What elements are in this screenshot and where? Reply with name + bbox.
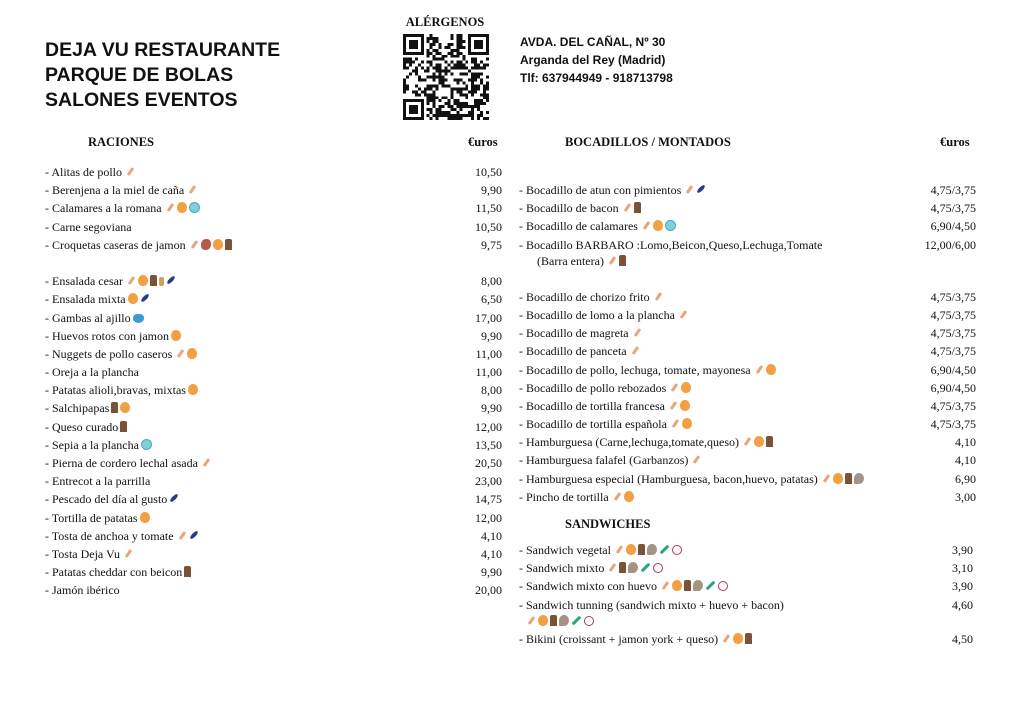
item-price: 4,75/3,75 — [930, 307, 976, 322]
milk-allergen-icon — [150, 275, 157, 286]
address-phone: Tlf: 637944949 - 918713798 — [520, 71, 673, 85]
gluten-allergen-icon — [755, 364, 763, 373]
item-price: 10,50 — [475, 219, 502, 234]
menu-item — [45, 581, 502, 599]
item-price: 9,90 — [481, 401, 502, 416]
menu-item — [45, 290, 502, 308]
item-name-text: - Bocadillo de calamares — [519, 219, 638, 234]
gluten-allergen-icon — [654, 292, 662, 301]
item-name-text: - Bocadillo de panceta — [519, 344, 627, 359]
item-name — [519, 541, 682, 559]
item-name — [519, 379, 691, 397]
egg-allergen-icon — [682, 418, 692, 429]
item-name — [519, 433, 773, 451]
item-continuation — [523, 612, 594, 630]
item-name — [519, 577, 728, 595]
milk-allergen-icon — [550, 615, 557, 626]
menu-item — [519, 488, 976, 506]
menu-item — [45, 345, 502, 363]
item-name-text: - Sandwich tunning (sandwich mixto + huevo + bacon) — [519, 597, 784, 612]
gluten-allergen-icon — [203, 458, 211, 467]
item-name — [45, 363, 139, 381]
item-name-text: - Hamburguesa (Carne,lechuga,tomate,queso) — [519, 435, 740, 450]
sulph-allergen-icon — [718, 581, 728, 591]
milk-allergen-icon — [766, 436, 773, 447]
gluten-allergen-icon — [662, 581, 670, 590]
item-name — [519, 181, 706, 199]
soy-allergen-icon — [201, 239, 211, 250]
gluten-allergen-icon — [609, 256, 617, 265]
menu-item — [45, 272, 502, 290]
raciones-list — [45, 163, 502, 600]
item-name-text: - Ensalada cesar — [45, 274, 123, 289]
item-name — [519, 361, 776, 379]
gluten-allergen-icon — [672, 419, 680, 428]
egg-allergen-icon — [171, 330, 181, 341]
item-name-text: - Pescado del día al gusto — [45, 492, 168, 507]
sandwiches-heading: SANDWICHES — [565, 517, 651, 531]
item-name-text: - Pierna de cordero lechal asada — [45, 456, 198, 470]
milk-allergen-icon — [745, 633, 752, 644]
milk-allergen-icon — [619, 255, 626, 266]
item-price: 8,00 — [481, 383, 502, 398]
milk-allergen-icon — [225, 239, 232, 250]
celery-allergen-icon — [572, 615, 582, 625]
item-name-text: - Bocadillo de chorizo frito — [519, 289, 650, 304]
gluten-allergen-icon — [127, 167, 135, 176]
item-name-text: - Huevos rotos con jamon — [45, 328, 169, 343]
item-price: 4,10 — [481, 546, 502, 561]
gluten-allergen-icon — [616, 545, 624, 554]
milk-allergen-icon — [619, 562, 626, 573]
item-price: 14,75 — [475, 492, 502, 507]
menu-item — [45, 381, 502, 399]
gluten-allergen-icon — [744, 437, 752, 446]
menu-item — [519, 433, 976, 451]
item-price: 6,90 — [955, 471, 976, 486]
spacer — [45, 254, 502, 272]
item-name — [45, 436, 152, 454]
menu-item — [519, 342, 976, 360]
sandwiches-list — [519, 541, 973, 648]
item-name-text: - Hamburguesa falafel (Garbanzos) — [519, 453, 689, 468]
menu-item — [519, 596, 973, 630]
item-name-text: - Salchipapas — [45, 401, 110, 416]
mollusc-allergen-icon — [189, 202, 200, 213]
item-continuation-text: (Barra entera) — [537, 253, 604, 268]
menu-item — [519, 306, 976, 324]
nuts-allergen-icon — [854, 473, 864, 484]
item-name — [45, 418, 127, 436]
gluten-allergen-icon — [822, 474, 830, 483]
address-block — [520, 33, 673, 87]
menu-item — [45, 472, 502, 490]
gluten-allergen-icon — [723, 634, 731, 643]
nuts-allergen-icon — [628, 562, 638, 573]
fish-allergen-icon — [166, 275, 176, 285]
item-price: 23,00 — [475, 474, 502, 489]
item-price: 11,00 — [475, 346, 502, 361]
item-name — [45, 545, 133, 563]
egg-allergen-icon — [538, 615, 548, 626]
item-name — [45, 218, 132, 236]
item-price: 6,90/4,50 — [930, 362, 976, 377]
celery-allergen-icon — [641, 563, 651, 573]
milk-allergen-icon — [111, 402, 118, 413]
menu-item — [45, 509, 502, 527]
item-name — [45, 399, 130, 417]
fish-allergen-icon — [189, 530, 199, 540]
milk-allergen-icon — [120, 421, 127, 432]
item-name — [519, 342, 640, 360]
nuts-allergen-icon — [693, 580, 703, 591]
menu-item — [45, 454, 502, 472]
raciones-heading: RACIONES — [88, 135, 154, 149]
item-continuation — [537, 252, 626, 270]
egg-allergen-icon — [188, 384, 198, 395]
item-name — [45, 472, 150, 490]
egg-allergen-icon — [833, 473, 843, 484]
item-price: 6,90/4,50 — [930, 380, 976, 395]
egg-allergen-icon — [680, 400, 690, 411]
egg-allergen-icon — [681, 382, 691, 393]
item-name-text: - Patatas alioli,bravas, mixtas — [45, 383, 186, 398]
menu-item — [519, 379, 976, 397]
gluten-allergen-icon — [671, 383, 679, 392]
egg-allergen-icon — [140, 512, 150, 523]
item-price: 4,75/3,75 — [930, 201, 976, 216]
item-name — [45, 290, 150, 308]
item-name-text: - Nuggets de pollo caseros — [45, 346, 173, 361]
menu-item — [519, 236, 976, 270]
fish-allergen-icon — [696, 184, 706, 194]
item-price: 4,10 — [955, 453, 976, 468]
address-city: Arganda del Rey (Madrid) — [520, 53, 666, 67]
item-price: 12,00/6,00 — [924, 237, 976, 252]
mustard-allergen-icon — [159, 277, 164, 286]
menu-item — [45, 436, 502, 454]
menu-item — [519, 415, 976, 433]
item-name-text: - Bikini (croissant + jamon york + queso) — [519, 631, 719, 646]
item-name-text: - Berenjena a la miel de caña — [45, 183, 185, 198]
item-name-text: - Tosta Deja Vu — [45, 546, 120, 561]
item-name-text: - Bocadillo de atun con pimientos — [519, 183, 682, 197]
item-price: 9,90 — [481, 565, 502, 580]
item-price: 4,75/3,75 — [930, 289, 976, 304]
raciones-currency: €uros — [468, 135, 498, 149]
menu-item — [45, 563, 502, 581]
item-name-text: - Ensalada mixta — [45, 292, 126, 307]
gluten-allergen-icon — [623, 203, 631, 212]
item-price: 3,90 — [952, 579, 973, 594]
fish-allergen-icon — [140, 293, 150, 303]
item-price: 4,60 — [952, 597, 973, 612]
menu-item — [45, 163, 502, 181]
item-price: 10,50 — [475, 165, 502, 179]
item-name-text: - Jamón ibérico — [45, 583, 120, 598]
egg-allergen-icon — [672, 580, 682, 591]
menu-item — [45, 363, 502, 381]
item-name — [45, 563, 191, 581]
item-name — [519, 199, 641, 217]
egg-allergen-icon — [626, 544, 636, 555]
item-name — [519, 324, 642, 342]
item-price: 11,50 — [475, 201, 502, 216]
item-name-text: - Oreja a la plancha — [45, 365, 139, 380]
gluten-allergen-icon — [613, 492, 621, 501]
gluten-allergen-icon — [633, 328, 641, 337]
item-name-text: - Gambas al ajillo — [45, 310, 131, 325]
nuts-allergen-icon — [559, 615, 569, 626]
crust-allergen-icon — [133, 314, 144, 323]
item-price: 4,50 — [952, 631, 973, 646]
item-name — [519, 451, 701, 469]
item-name-text: - Alitas de pollo — [45, 165, 122, 179]
menu-item — [519, 181, 976, 199]
item-price: 17,00 — [475, 310, 502, 325]
egg-allergen-icon — [653, 220, 663, 231]
milk-allergen-icon — [845, 473, 852, 484]
item-name-text: - Tortilla de patatas — [45, 510, 138, 525]
item-name — [45, 381, 198, 399]
milk-allergen-icon — [684, 580, 691, 591]
title-line: PARQUE DE BOLAS — [45, 64, 234, 86]
menu-item — [519, 288, 976, 306]
menu-item — [45, 236, 502, 254]
item-name-text: - Sepia a la plancha — [45, 437, 139, 452]
menu-item — [519, 397, 976, 415]
item-name-text: - Hamburguesa especial (Hamburguesa, bacon,huevo, patatas) — [519, 471, 818, 486]
item-name-text: - Bocadillo de pollo rebozados — [519, 380, 667, 395]
gluten-allergen-icon — [128, 276, 136, 285]
item-name — [519, 397, 690, 415]
item-price: 4,75/3,75 — [930, 417, 976, 432]
item-price: 4,75/3,75 — [930, 398, 976, 413]
egg-allergen-icon — [187, 348, 197, 359]
gluten-allergen-icon — [189, 185, 197, 194]
gluten-allergen-icon — [686, 185, 694, 194]
bocadillos-list — [519, 181, 976, 506]
item-name — [519, 470, 864, 488]
fish-allergen-icon — [169, 493, 179, 503]
item-price: 9,90 — [481, 328, 502, 343]
allergens-qr-code[interactable] — [403, 32, 489, 122]
menu-item — [519, 630, 973, 648]
sulph-allergen-icon — [584, 616, 594, 626]
gluten-allergen-icon — [670, 401, 678, 410]
menu-item — [45, 545, 502, 563]
item-price: 4,75/3,75 — [930, 326, 976, 341]
item-price: 12,00 — [475, 510, 502, 525]
item-price: 6,50 — [481, 292, 502, 307]
item-price: 3,00 — [955, 489, 976, 504]
item-name — [519, 306, 688, 324]
item-name-text: - Tosta de anchoa y tomate — [45, 528, 174, 543]
item-name — [45, 454, 211, 472]
menu-item — [519, 577, 973, 595]
item-name-text: - Bocadillo de magreta — [519, 326, 629, 341]
menu-item — [45, 418, 502, 436]
menu-item — [519, 361, 976, 379]
item-name-text: - Sandwich vegetal — [519, 543, 611, 557]
item-name — [45, 527, 199, 545]
menu-item — [519, 451, 976, 469]
gluten-allergen-icon — [680, 310, 688, 319]
bocadillos-heading: BOCADILLOS / MONTADOS — [565, 135, 731, 149]
item-name — [519, 559, 663, 577]
egg-allergen-icon — [754, 436, 764, 447]
item-name — [45, 509, 150, 527]
item-name — [45, 581, 120, 599]
spacer — [519, 270, 976, 288]
item-name-text: - Queso curado — [45, 419, 119, 434]
menu-item — [519, 541, 973, 559]
item-name-text: - Patatas cheddar con beicon — [45, 565, 183, 580]
egg-allergen-icon — [733, 633, 743, 644]
item-name — [519, 415, 692, 433]
item-price: 4,10 — [955, 435, 976, 450]
item-name — [45, 272, 176, 290]
menu-item — [519, 559, 973, 577]
item-name-text: - Calamares a la romana — [45, 201, 162, 216]
item-price: 20,00 — [475, 583, 502, 598]
gluten-allergen-icon — [190, 240, 198, 249]
item-price: 8,00 — [481, 274, 502, 289]
item-price: 11,00 — [475, 365, 502, 380]
item-price: 3,90 — [952, 543, 973, 557]
gluten-allergen-icon — [178, 531, 186, 540]
gluten-allergen-icon — [166, 203, 174, 212]
menu-item — [45, 527, 502, 545]
item-price: 6,90/4,50 — [930, 219, 976, 234]
item-price: 4,75/3,75 — [930, 344, 976, 359]
address-street: AVDA. DEL CAÑAL, Nº 30 — [520, 35, 666, 49]
milk-allergen-icon — [638, 544, 645, 555]
item-name-text: - Carne segoviana — [45, 219, 132, 234]
allergens-label: ALÉRGENOS — [405, 15, 485, 29]
menu-item — [45, 218, 502, 236]
milk-allergen-icon — [634, 202, 641, 213]
sulph-allergen-icon — [672, 545, 682, 555]
nuts-allergen-icon — [647, 544, 657, 555]
mollusc-allergen-icon — [665, 220, 676, 231]
menu-item — [45, 399, 502, 417]
item-price: 9,75 — [481, 237, 502, 252]
item-name — [519, 488, 634, 506]
menu-item — [519, 199, 976, 217]
item-name — [45, 309, 144, 327]
item-name-text: - Bocadillo de lomo a la plancha — [519, 307, 675, 322]
item-name-text: - Bocadillo de bacon — [519, 201, 619, 216]
gluten-allergen-icon — [631, 346, 639, 355]
gluten-allergen-icon — [528, 616, 536, 625]
menu-item — [45, 181, 502, 199]
gluten-allergen-icon — [643, 221, 651, 230]
item-name-text: - Sandwich mixto con huevo — [519, 579, 657, 594]
sulph-allergen-icon — [653, 563, 663, 573]
menu-item — [45, 327, 502, 345]
egg-allergen-icon — [624, 491, 634, 502]
egg-allergen-icon — [177, 202, 187, 213]
title-line: DEJA VU RESTAURANTE — [45, 39, 281, 61]
mollusc-allergen-icon — [141, 439, 152, 450]
item-price: 4,75/3,75 — [930, 183, 976, 197]
item-name — [45, 490, 179, 508]
item-name-text: - Sandwich mixto — [519, 561, 605, 576]
item-price: 3,10 — [952, 561, 973, 576]
gluten-allergen-icon — [609, 563, 617, 572]
milk-allergen-icon — [184, 566, 191, 577]
menu-item — [519, 470, 976, 488]
item-name — [45, 345, 197, 363]
item-name — [45, 181, 197, 199]
celery-allergen-icon — [660, 545, 670, 555]
gluten-allergen-icon — [177, 349, 185, 358]
item-price: 12,00 — [475, 419, 502, 434]
celery-allergen-icon — [706, 581, 716, 591]
restaurant-title — [45, 38, 280, 113]
gluten-allergen-icon — [693, 455, 701, 464]
menu-item — [45, 309, 502, 327]
item-name — [45, 199, 200, 217]
item-price: 20,50 — [475, 456, 502, 470]
item-name — [519, 630, 752, 648]
item-name-text: - Bocadillo de tortilla francesa — [519, 398, 665, 413]
bocadillos-currency: €uros — [940, 135, 970, 149]
egg-allergen-icon — [766, 364, 776, 375]
egg-allergen-icon — [213, 239, 223, 250]
menu-item — [519, 324, 976, 342]
item-price: 13,50 — [475, 437, 502, 452]
menu-item — [519, 217, 976, 235]
egg-allergen-icon — [120, 402, 130, 413]
gluten-allergen-icon — [125, 549, 133, 558]
item-name-text: - Bocadillo de tortilla española — [519, 417, 667, 432]
item-name-text: - Bocadillo de pollo, lechuga, tomate, mayonesa — [519, 362, 751, 377]
item-name-text: - Croquetas caseras de jamon — [45, 237, 186, 252]
egg-allergen-icon — [138, 275, 148, 286]
item-name — [45, 236, 232, 254]
item-name-text: - Entrecot a la parrilla — [45, 474, 151, 489]
item-name-text: - Bocadillo BARBARO :Lomo,Beicon,Queso,Lechuga,Tomate — [519, 237, 823, 252]
item-name-text: - Pincho de tortilla — [519, 489, 609, 504]
item-name — [519, 217, 676, 235]
item-price: 4,10 — [481, 528, 502, 543]
item-name — [45, 163, 135, 181]
menu-item — [45, 490, 502, 508]
egg-allergen-icon — [128, 293, 138, 304]
item-name — [519, 288, 663, 306]
item-price: 9,90 — [481, 183, 502, 198]
title-line: SALONES EVENTOS — [45, 89, 238, 111]
item-name — [45, 327, 181, 345]
menu-item — [45, 199, 502, 217]
